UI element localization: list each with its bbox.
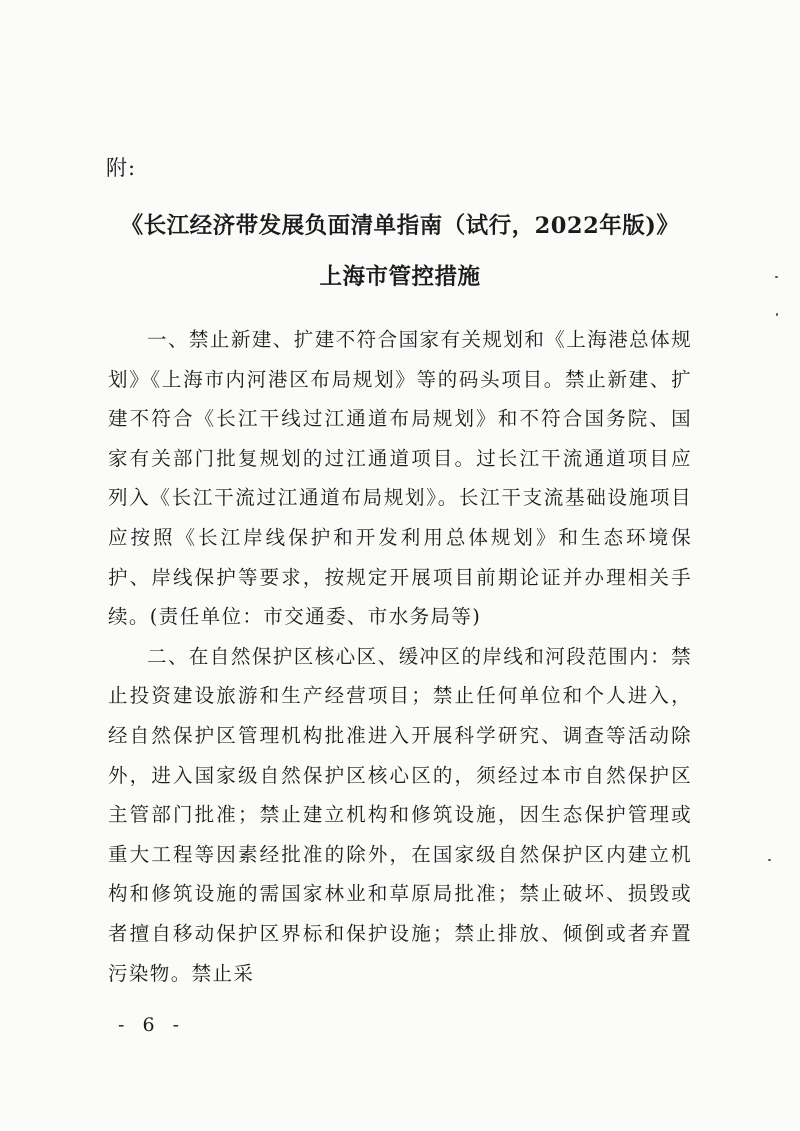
scan-speck <box>776 313 778 316</box>
document-body <box>108 320 692 993</box>
document-subtitle: 上海市管控措施 <box>319 264 481 290</box>
paragraph-two: 二、在自然保护区核心区、缓冲区的岸线和河段范围内：禁止投资建设旅游和生产经营项目；禁止任何单位和个人进入，经自然保护区管理机构批准进入开展科学研究、调查等活动除外，进入国家级自然保护区核心区的，须经过本市自然保护区主管部门批准；禁止建立机构和修筑设施，因生态保护管理或重大工程等因素经批准的除外，在国家级自然保护区内建立机构和修筑设施的需国家林业和草原局批准；禁止破坏、损毁或者擅自移动保护区界标和保护设施；禁止排放、倾倒或者弃置污染物。禁止采 <box>108 644 692 985</box>
scan-speck <box>768 859 771 861</box>
annex-label: 附: <box>106 156 137 180</box>
scan-speck <box>775 276 778 278</box>
page-number: - 6 - <box>118 1014 186 1036</box>
paragraph-one: 一、禁止新建、扩建不符合国家有关规划和《上海港总体规划》《上海市内河港区布局规划》等的码头项目。禁止新建、扩建不符合《长江干线过江通道布局规划》和不符合国务院、国家有关部门批复规划的过江通道项目。过长江干流通道项目应列入《长江干流过江通道布局规划》。长江干支流基础设施项目应按照《长江岸线保护和开发利用总体规划》和生态环境保护、岸线保护等要求，按规定开展项目前期论证并办理相关手续。(责任单位：市交通委、市水务局等) <box>108 328 692 629</box>
document-title: 《长江经济带发展负面清单指南（试行，2022年版)》 <box>120 213 680 239</box>
